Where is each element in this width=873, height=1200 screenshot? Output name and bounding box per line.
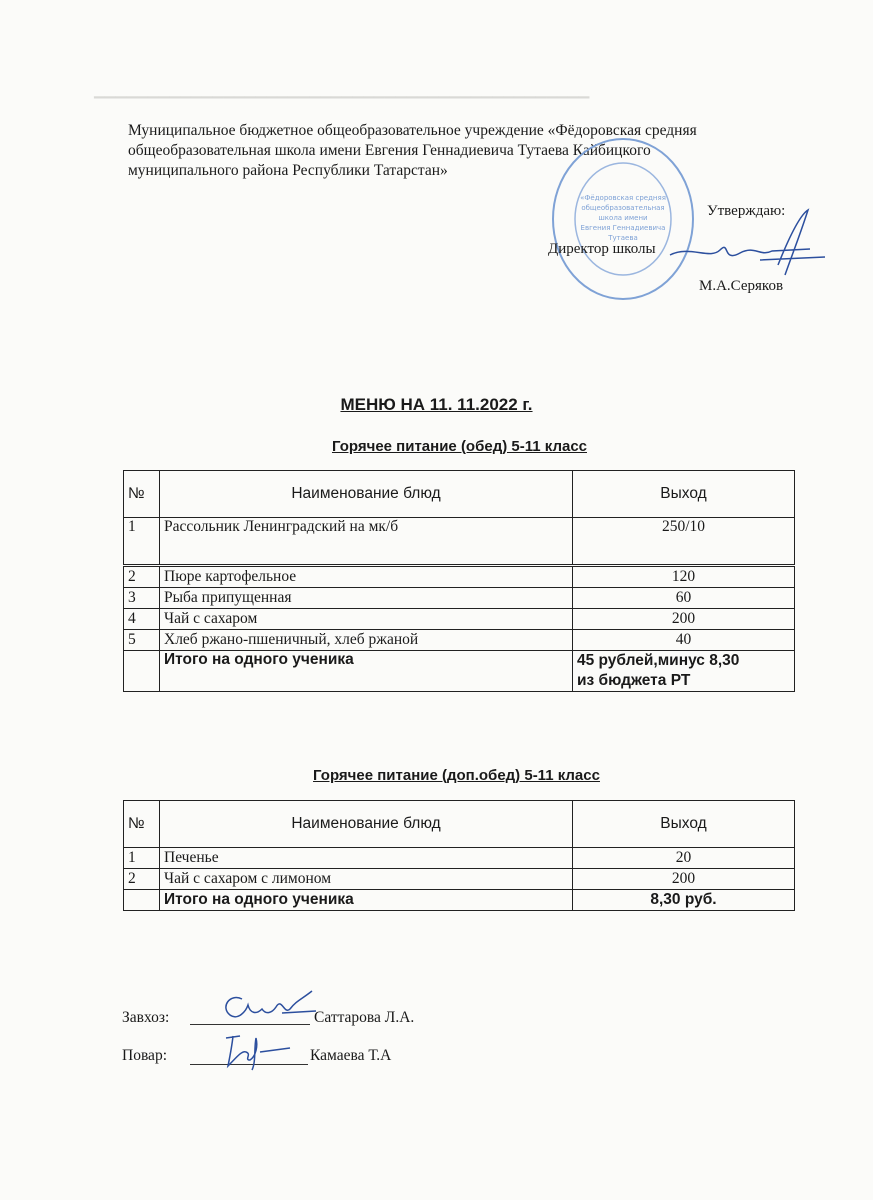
- table-row: [124, 588, 795, 609]
- dish-output: 200: [573, 609, 795, 630]
- dish-name: Рассольник Ленинградский на мк/б: [160, 518, 573, 566]
- dish-output: 250/10: [573, 518, 795, 566]
- empty-cell: [124, 651, 160, 692]
- staff-role-storekeeper: Завхоз:: [122, 1009, 170, 1026]
- director-signature: [660, 205, 830, 285]
- staff-name-cook: Камаева Т.А: [310, 1047, 392, 1064]
- table-row: [124, 869, 795, 890]
- total-value-line: из бюджета РТ: [577, 672, 691, 689]
- table-row: [124, 609, 795, 630]
- dish-output: 40: [573, 630, 795, 651]
- row-number: 3: [124, 588, 160, 609]
- stamp-line: «Фёдоровская средняя: [580, 194, 666, 202]
- dish-output: 200: [573, 869, 795, 890]
- dish-output: 60: [573, 588, 795, 609]
- row-number: 4: [124, 609, 160, 630]
- table-row: [124, 566, 795, 588]
- lunch-subtitle: Горячее питание (обед) 5-11 класс: [331, 438, 587, 455]
- table-row: [124, 630, 795, 651]
- menu-title: МЕНЮ НА 11. 11.2022 г.: [340, 395, 533, 414]
- organization-line: муниципального района Республики Татарстан»: [128, 162, 448, 179]
- table-header-row: [124, 801, 795, 848]
- organization-line: общеобразовательная школа имени Евгения Геннадиевича Тутаева Кайбицкого: [128, 142, 651, 159]
- column-header-output: Выход: [573, 471, 795, 518]
- total-value-line: 45 рублей,минус 8,30: [577, 652, 740, 669]
- stamp-line: Тутаева: [608, 234, 638, 242]
- staff-role-cook: Повар:: [122, 1047, 167, 1064]
- row-number: 2: [124, 869, 160, 890]
- row-number: 1: [124, 518, 160, 566]
- row-number: 1: [124, 848, 160, 869]
- approve-label: Утверждаю:: [707, 203, 786, 219]
- dish-name: Печенье: [160, 848, 573, 869]
- column-header-number: №: [124, 801, 160, 848]
- total-label: Итого на одного ученика: [160, 890, 573, 911]
- dish-output: 120: [573, 566, 795, 588]
- column-header-dish: Наименование блюд: [160, 801, 573, 848]
- table-header-row: [124, 471, 795, 518]
- dish-name: Чай с сахаром: [160, 609, 573, 630]
- total-value: 8,30 руб.: [573, 890, 795, 911]
- dish-name: Пюре картофельное: [160, 566, 573, 588]
- show-through-text: ▁▁▁▁▁▁▁▁▁▁▁▁▁▁▁▁▁▁▁▁▁▁▁▁▁▁▁▁▁▁▁▁▁▁▁▁▁▁▁▁▁▁▁▁▁▁: [94, 84, 590, 99]
- extra-table: [123, 800, 795, 911]
- stamp-line: общеобразовательная: [581, 204, 665, 212]
- extra-subtitle: Горячее питание (доп.обед) 5-11 класс: [313, 767, 600, 784]
- dish-output: 20: [573, 848, 795, 869]
- dish-name: Чай с сахаром с лимоном: [160, 869, 573, 890]
- organization-line: Муниципальное бюджетное общеобразовательное учреждение «Фёдоровская средняя: [128, 122, 697, 139]
- row-number: 2: [124, 566, 160, 588]
- dish-name: Рыба припущенная: [160, 588, 573, 609]
- director-label: Директор школы: [548, 241, 656, 257]
- table-row: [124, 518, 795, 566]
- total-row: [124, 890, 795, 911]
- lunch-table: [123, 470, 795, 692]
- row-number: 5: [124, 630, 160, 651]
- director-name: М.А.Серяков: [699, 278, 784, 294]
- column-header-number: №: [124, 471, 160, 518]
- column-header-output: Выход: [573, 801, 795, 848]
- total-value: [573, 651, 795, 692]
- staff-name-storekeeper: Саттарова Л.А.: [314, 1009, 415, 1026]
- total-label: Итого на одного ученика: [160, 651, 573, 692]
- stamp-line: Евгения Геннадиевича: [580, 224, 666, 232]
- cook-signature: [200, 1026, 300, 1072]
- stamp-line: школа имени: [598, 214, 648, 222]
- column-header-dish: Наименование блюд: [160, 471, 573, 518]
- table-row: [124, 848, 795, 869]
- dish-name: Хлеб ржано-пшеничный, хлеб ржаной: [160, 630, 573, 651]
- empty-cell: [124, 890, 160, 911]
- storekeeper-signature: [212, 985, 322, 1030]
- total-row: [124, 651, 795, 692]
